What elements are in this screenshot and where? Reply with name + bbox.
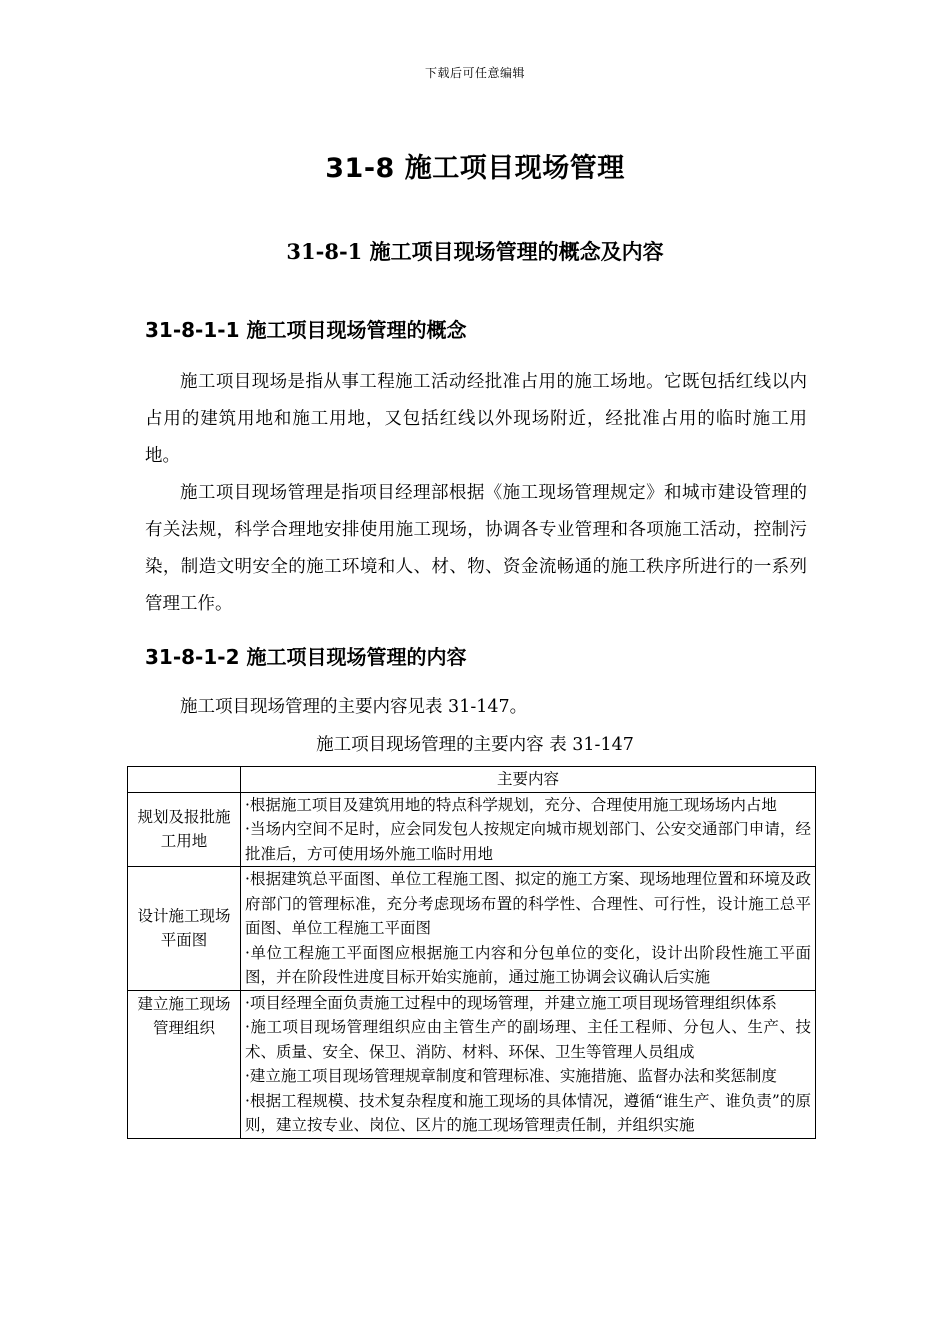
row-label: 建立施工现场管理组织 <box>128 990 241 1138</box>
content-item: ·建立施工项目现场管理规章制度和管理标准、实施措施、监督办法和奖惩制度 <box>245 1067 777 1085</box>
subsection-heading-2: 31-8-1-2 施工项目现场管理的内容 <box>145 645 467 669</box>
content-item: ·施工项目现场管理组织应由主管生产的副场理、主任工程师、分包人、生产、技术、质量、安全、保卫、消防、材料、环保、卫生等管理人员组成 <box>245 1018 811 1061</box>
row-content <box>241 792 816 867</box>
paragraph-concept-2: 施工项目现场管理是指项目经理部根据《施工现场管理规定》和城市建设管理的有关法规，科学合理地安排使用施工现场，协调各专业管理和各项施工活动，控制污染，制造文明安全的施工环境和人、材、物、资金流畅通的施工秩序所进行的一系列管理工作。 <box>145 483 807 614</box>
content-item: ·项目经理全面负责施工过程中的现场管理，并建立施工项目现场管理组织体系 <box>245 993 777 1012</box>
table-row <box>128 867 816 991</box>
row-content <box>241 990 816 1138</box>
row-content <box>241 867 816 991</box>
table-row <box>128 990 816 1138</box>
table-header-cell-content: 主要内容 <box>241 767 816 793</box>
table-header-cell-empty <box>128 767 241 793</box>
paragraph-content-intro: 施工项目现场管理的主要内容见表 31-147。 <box>180 697 528 717</box>
content-item: ·根据建筑总平面图、单位工程施工图、拟定的施工方案、现场地理位置和环境及政府部门的管理标准，充分考虑现场布置的科学性、合理性、可行性，设计施工总平面图、单位工程施工平面图 <box>245 870 811 937</box>
section-heading: 31-8-1 施工项目现场管理的概念及内容 <box>286 239 664 264</box>
paragraph-concept-1: 施工项目现场是指从事工程施工活动经批准占用的施工场地。它既包括红线以内占用的建筑用地和施工用地，又包括红线以外现场附近，经批准占用的临时施工用地。 <box>145 372 807 466</box>
table-caption: 施工项目现场管理的主要内容 表 31-147 <box>316 735 634 755</box>
table-header-row <box>128 767 816 793</box>
content-table <box>127 766 816 1139</box>
content-item: ·根据施工项目及建筑用地的特点科学规划，充分、合理使用施工现场场内占地 <box>245 795 777 814</box>
content-item: ·根据工程规模、技术复杂程度和施工现场的具体情况，遵循“谁生产、谁负责”的原则，建立按专业、岗位、区片的施工现场管理责任制，并组织实施 <box>245 1091 811 1134</box>
subsection-heading-1: 31-8-1-1 施工项目现场管理的概念 <box>145 318 467 342</box>
row-label: 设计施工现场平面图 <box>128 867 241 991</box>
content-item: ·当场内空间不足时，应会同发包人按规定向城市规划部门、公安交通部门申请，经批准后，方可使用场外施工临时用地 <box>245 820 811 863</box>
table-row <box>128 792 816 867</box>
content-item: ·单位工程施工平面图应根据施工内容和分包单位的变化，设计出阶段性施工平面图，并在阶段性进度目标开始实施前，通过施工协调会议确认后实施 <box>245 943 811 986</box>
header-note: 下载后可任意编辑 <box>424 66 525 80</box>
row-label: 规划及报批施工用地 <box>128 792 241 867</box>
document-title: 31-8 施工项目现场管理 <box>325 153 625 184</box>
